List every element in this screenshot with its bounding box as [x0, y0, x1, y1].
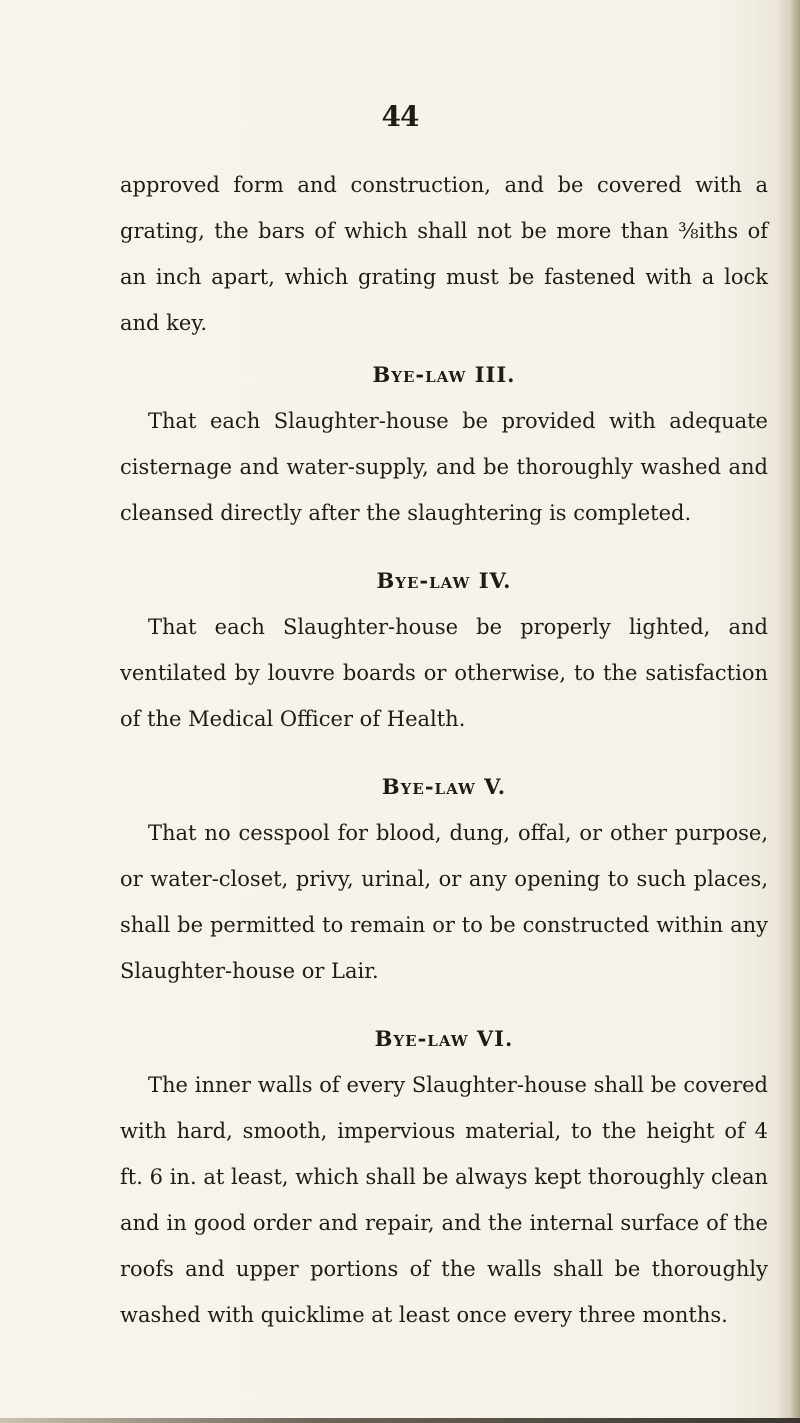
- heading-bye-law-6: Bye-law VI.: [374, 1026, 514, 1051]
- heading-bye-law-3: Bye-law III.: [372, 362, 516, 387]
- paragraph-bye-law-6: The inner walls of every Slaughter-house shall be covered with hard, smooth, impervious material, to the height of 4 ft. 6 in. at least, which shall be always kept thoroughly clean and in good order and repair, and the internal surface of the roofs and upper portions of the walls shall be thoroughly washed with quicklime at least once every three months.: [120, 1073, 768, 1327]
- page-edge-shadow: [790, 0, 800, 1423]
- page-number: 44: [381, 100, 419, 133]
- paragraph-bye-law-4: That each Slaughter-house be properly lighted, and ventilated by louvre boards or otherwise, to the satisfaction of the Medical Officer of Health.: [120, 615, 768, 731]
- page-bottom-edge: [0, 1418, 800, 1423]
- paragraph-bye-law-5: That no cesspool for blood, dung, offal, or other purpose, or water-closet, privy, urinal, or any opening to such places, shall be permitted to remain or to be constructed within any Slaughter-house or Lair.: [120, 821, 768, 983]
- paragraph-bye-law-3: That each Slaughter-house be provided with adequate cisternage and water-supply, and be thoroughly washed and cleansed directly after the slaughtering is completed.: [120, 409, 768, 525]
- paragraph-continuation: approved form and construction, and be covered with a grating, the bars of which shall not be more than ⅜iths of an inch apart, which grating must be fastened with a lock and key.: [120, 173, 768, 335]
- text-column: [120, 162, 768, 1338]
- heading-bye-law-4: Bye-law IV.: [376, 568, 512, 593]
- heading-bye-law-5: Bye-law V.: [381, 774, 507, 799]
